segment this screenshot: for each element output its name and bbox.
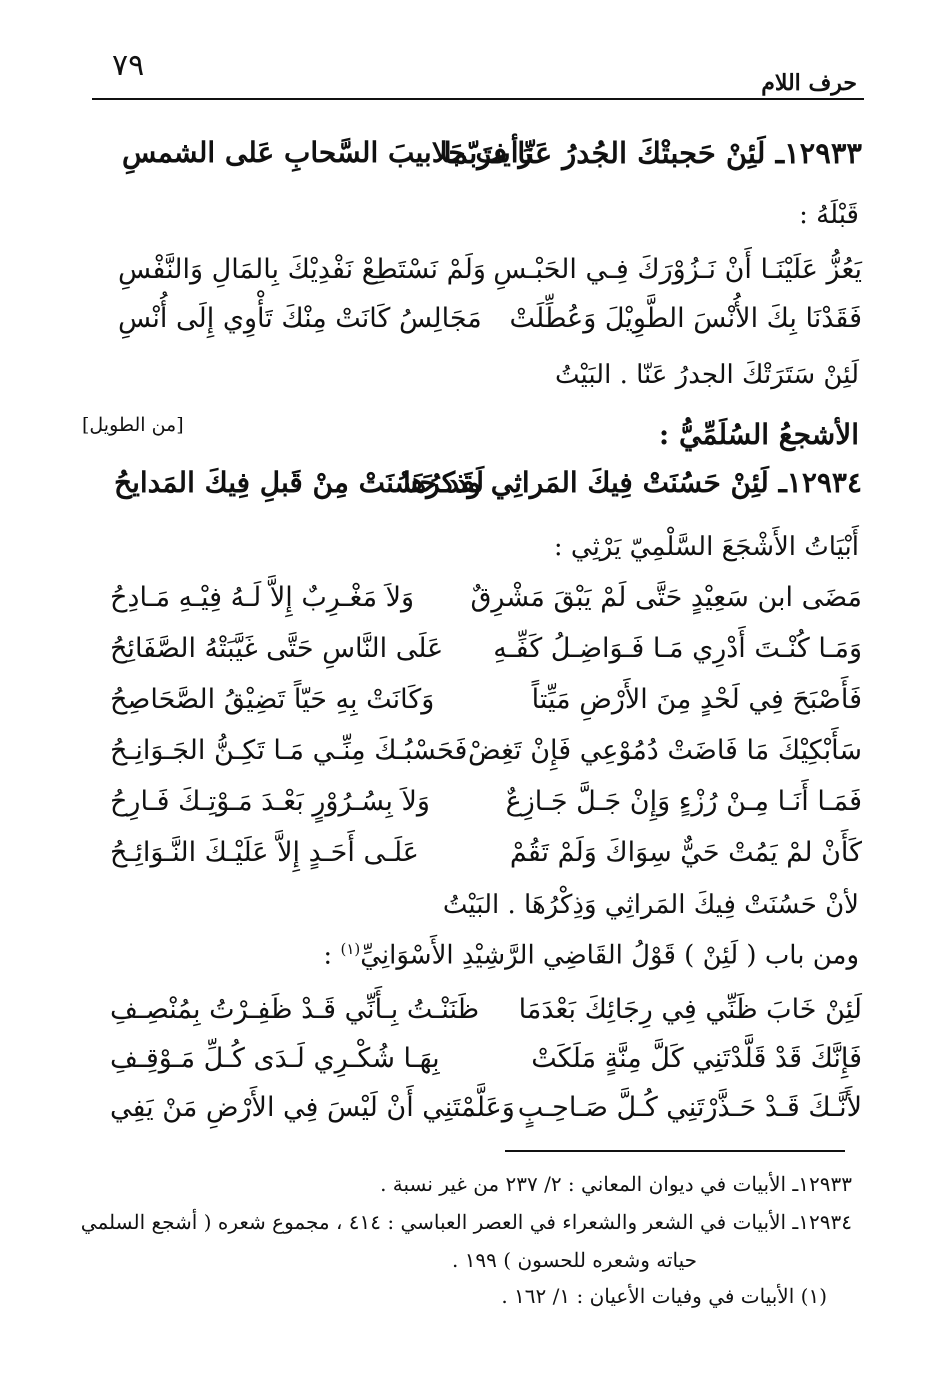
verse-hemistich-right: سَأَبْكِيْكَ مَا فَاضَتْ دُمُوْعِي فَإِنْ تَغِضْ (468, 735, 862, 766)
bab-intro-colon: : (323, 940, 341, 971)
footnote: ١٢٩٣٤ـ الأبيات في الشعر والشعراء في العصر العباسي : ٤١٤ ، مجموع شعره ( أشجع السلمي (80, 1210, 852, 1234)
footnote: حياته وشعره للحسون ) ١٩٩ . (451, 1248, 697, 1272)
verse-line (100, 1092, 862, 1142)
poet-name: الأشجعُ السُلَمِّيُّ : (658, 418, 859, 451)
verse-hemistich-right: فَإِنَّكَ قَدْ قَلَّدْتَنِي كَلَّ مِنَّةٍ مَلَكَتْ (531, 1043, 862, 1074)
verse-hemistich-left: فَحَسْبُـكَ مِنِّـي مَـا تَكِـنُّ الجَـوَانِـحُ (110, 735, 468, 766)
verse-line (100, 994, 862, 1044)
verse-hemistich-left: وَكَانَتْ بِهِ حَيّاً تَضِيْقُ الصَّحَاصِحُ (110, 684, 435, 715)
verse-hemistich-right: فَقَدْنَا بِكَ الأُنْسَ الطَّوِيْلَ وَعُطِّلَتْ (509, 303, 862, 334)
entry-12934-closing: لأنْ حَسُنَتْ فِيكَ المَراثِي وَذِكْرُهَا . البَيْتُ (442, 890, 859, 920)
verse-hemistich-left: عَلَـى أَحَـدٍ إِلاَّ عَلَيْـكَ النَّـوَائِـحُ (110, 837, 419, 868)
verse-hemistich-left: وَعَلَّمْتَنِي أَنْ لَيْسَ فِي الأَرْضِ مَنْ يَفِي (110, 1092, 515, 1123)
header-rule (92, 98, 864, 100)
verse-line (100, 1043, 862, 1093)
verse-hemistich-right: وَمَـا كُنْـتَ أَدْرِي مَـا فَـوَاضِـلُ كَفِّـهِ (493, 633, 862, 664)
verse-hemistich-left: مَجَالِسُ كَانَتْ مِنْكَ تَأْوِي إِلَى أُنْسِ (118, 303, 482, 334)
entry-12933-title (100, 136, 862, 186)
verse-hemistich-left: وَلاَ بِسُـرُوْرٍ بَعْـدَ مَـوْتِـكَ فَـارِحُ (110, 786, 430, 817)
entry-12933-title-right: ١٢٩٣٣ـ لَئِنْ حَجبتْكَ الجُدرُ عَنّا فربّما (443, 136, 862, 170)
bab-intro-text: ومن باب ( لَئِنْ ) قَوْلُ القَاضِي الرَّشِيْدِ الأَسْوَانِيِّ (360, 940, 859, 971)
verse-line (100, 254, 862, 304)
footnote: ١٢٩٣٣ـ الأبيات في ديوان المعاني : ٢/ ٢٣٧ من غير نسبة . (380, 1172, 852, 1196)
verse-hemistich-right: فَأَصْبَحَ فِي لَحْدٍ مِنَ الأَرْضِ مَيِّتاً (531, 684, 862, 715)
entry-12934-title-right: ١٢٩٣٤ـ لَئِنْ حَسُنَتْ فِيكَ المَراثِي وذكرُهَا (402, 466, 862, 499)
verse-hemistich-right: مَضَى ابن سَعِيْدٍ حَتَّى لَمْ يَبْقَ مَشْرِقٌ (470, 582, 862, 613)
verse-hemistich-right: فَمَـا أَنَـا مِـنْ رُزْءٍ وَإِنْ جَـلَّ جَـازِعٌ (505, 786, 862, 817)
verse-line (100, 582, 862, 632)
meter-label: [من الطويل] (82, 414, 184, 436)
verse-hemistich-right: يَعُزُّ عَلَيْنَـا أَنْ نَـزُوْرَكَ فِـي الحَبْـسِ (493, 254, 862, 285)
verse-line (100, 735, 862, 785)
entry-12933-intro: قَبْلَهُ : (799, 200, 859, 230)
verse-hemistich-left: بِهَـا شُكْـرِي لَـدَى كُـلِّ مَـوْقِـفِ (110, 1043, 440, 1074)
verse-line (100, 633, 862, 683)
running-head: حرف اللام (761, 70, 857, 96)
verse-hemistich-right: كَأَنْ لمْ يَمُتْ حَيٌّ سِوَاكَ وَلَمْ تَقُمْ (509, 837, 862, 868)
entry-12933-title-left: رَأيتَ جَلابيبَ السَّحابِ عَلى الشمسِ (122, 136, 533, 169)
verse-line (100, 837, 862, 887)
verse-hemistich-left: عَلَى النَّاسِ حَتَّى غَيَّبَتْهُ الصَّفَائِحُ (110, 633, 444, 664)
verse-line (100, 786, 862, 836)
verse-hemistich-right: لأَنَّـكَ قَـدْ حَـذَّرْتَنِي كُـلَّ صَـاحِـبٍ (517, 1092, 862, 1123)
entry-12933-closing: لَئِنْ سَتَرَتْكَ الجدرُ عَنّا . البَيْتُ (554, 360, 859, 390)
verse-hemistich-left: وَلاَ مَغْـرِبٌ إِلاَّ لَـهُ فِيْـهِ مَـادِحُ (110, 582, 415, 613)
page-number: ٧٩ (112, 48, 145, 83)
footnote: (١) الأبيات في وفيات الأعيان : ١/ ١٦٢ . (501, 1284, 827, 1308)
entry-12934-title (100, 466, 862, 516)
verse-hemistich-left: ظَنَنْـتُ بِـأَنِّي قَـدْ ظَفِـرْتُ بِمُنْصِـفِ (110, 994, 480, 1025)
verse-hemistich-right: لَئِنْ خَابَ ظَنِّي فِي رِجَائِكَ بَعْدَمَا (518, 994, 862, 1025)
bab-intro (323, 940, 859, 971)
footnote-rule (505, 1150, 845, 1152)
verse-line (100, 684, 862, 734)
verse-hemistich-left: وَلَمْ نَسْتَطِعْ نَفْدِيْكَ بِالمَالِ وَالنَّفْسِ (118, 254, 486, 285)
footnote-ref: (١) (340, 940, 361, 958)
entry-12934-title-left: لَقَد حَسُنَتْ مِنْ قَبلِ فِيكَ المَدايحُ (114, 466, 484, 499)
entry-12934-intro: أَبْيَاتُ الأَشْجَعَ السَّلْمِيّ يَرْثِي : (553, 532, 859, 562)
verse-line (100, 303, 862, 353)
